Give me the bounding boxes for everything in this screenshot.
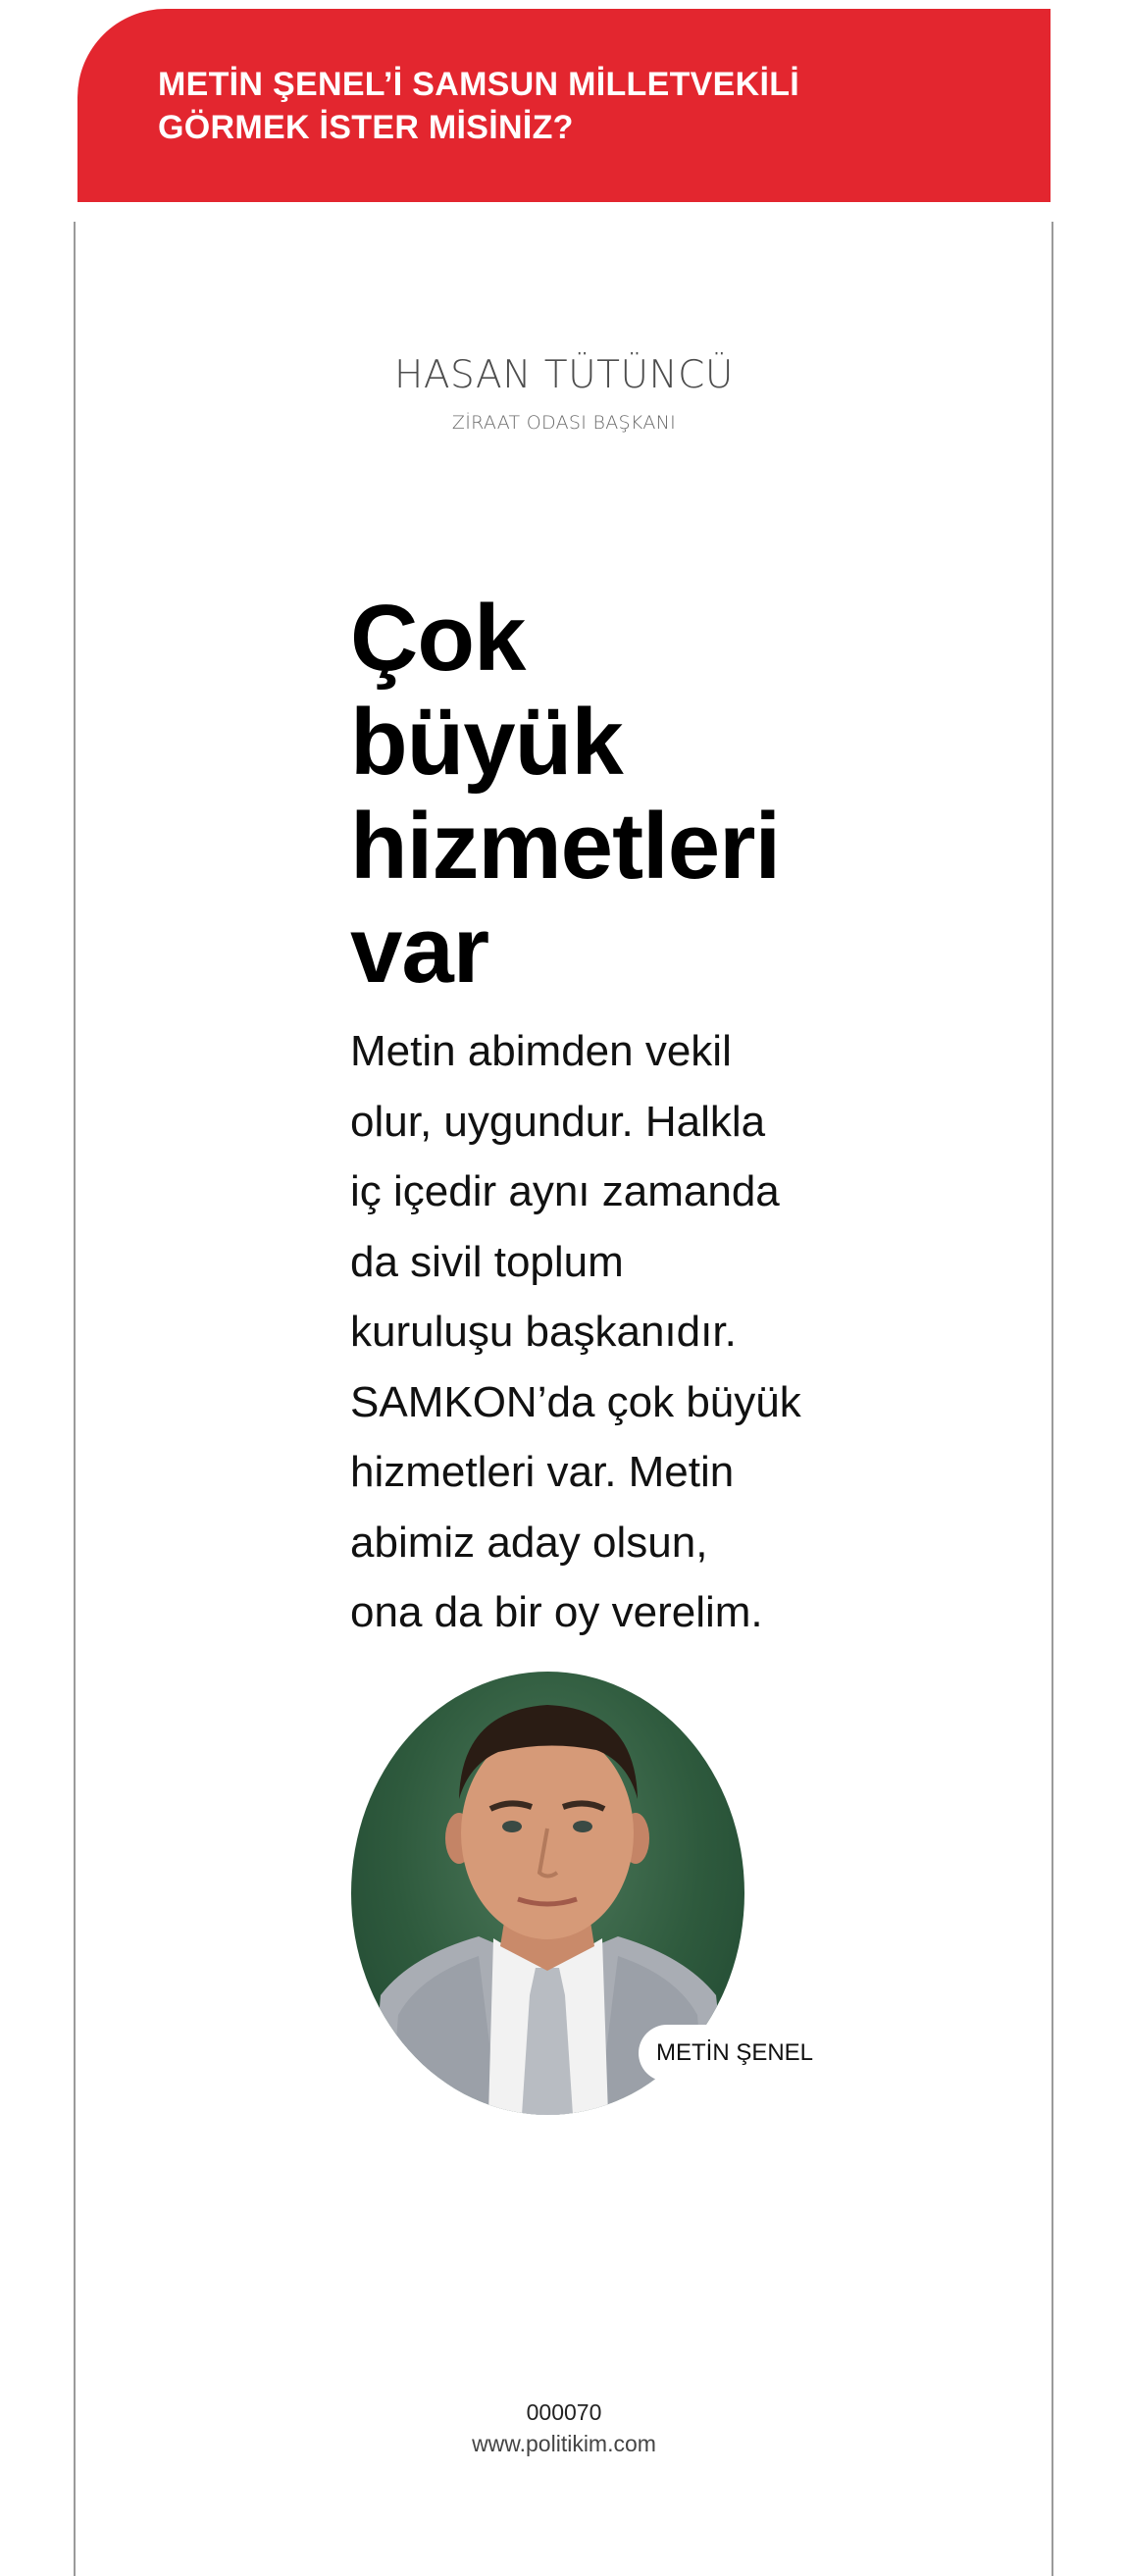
quote-line: SAMKON’da çok büyük (350, 1377, 801, 1426)
banner-title-line-1: METİN ŞENEL’İ SAMSUN MİLLETVEKİLİ (158, 66, 800, 103)
headline (350, 587, 821, 1003)
quote-line: abimiz aday olsun, (350, 1518, 708, 1567)
quote-body (350, 1016, 801, 1648)
banner-title (158, 63, 962, 149)
header-banner (77, 9, 1051, 202)
banner-title-line-2: GÖRMEK İSTER MİSİNİZ? (158, 109, 574, 146)
headline-line-1: Çok (350, 586, 526, 691)
quote-line: hizmetleri var. Metin (350, 1448, 735, 1496)
quote-line: Metin abimden vekil (350, 1027, 732, 1075)
website-url: www.politikim.com (472, 2431, 656, 2456)
quote-line: ona da bir oy verelim. (350, 1588, 763, 1636)
headline-line-4: var (350, 898, 489, 1003)
quote-line: kuruluşu başkanıdır. (350, 1308, 737, 1356)
headline-line-2: büyük (350, 690, 623, 795)
photo-caption-badge: METİN ŞENEL (639, 2025, 831, 2082)
headline-line-3: hizmetleri (350, 794, 781, 899)
quote-line: da sivil toplum (350, 1237, 624, 1286)
quote-line: iç içedir aynı zamanda (350, 1167, 780, 1215)
author-name: HASAN TÜTÜNCÜ (394, 353, 734, 397)
page-code: 000070 (526, 2399, 602, 2425)
quote-line: olur, uygundur. Halkla (350, 1097, 766, 1146)
author-title: ZİRAAT ODASI BAŞKANI (451, 412, 677, 434)
